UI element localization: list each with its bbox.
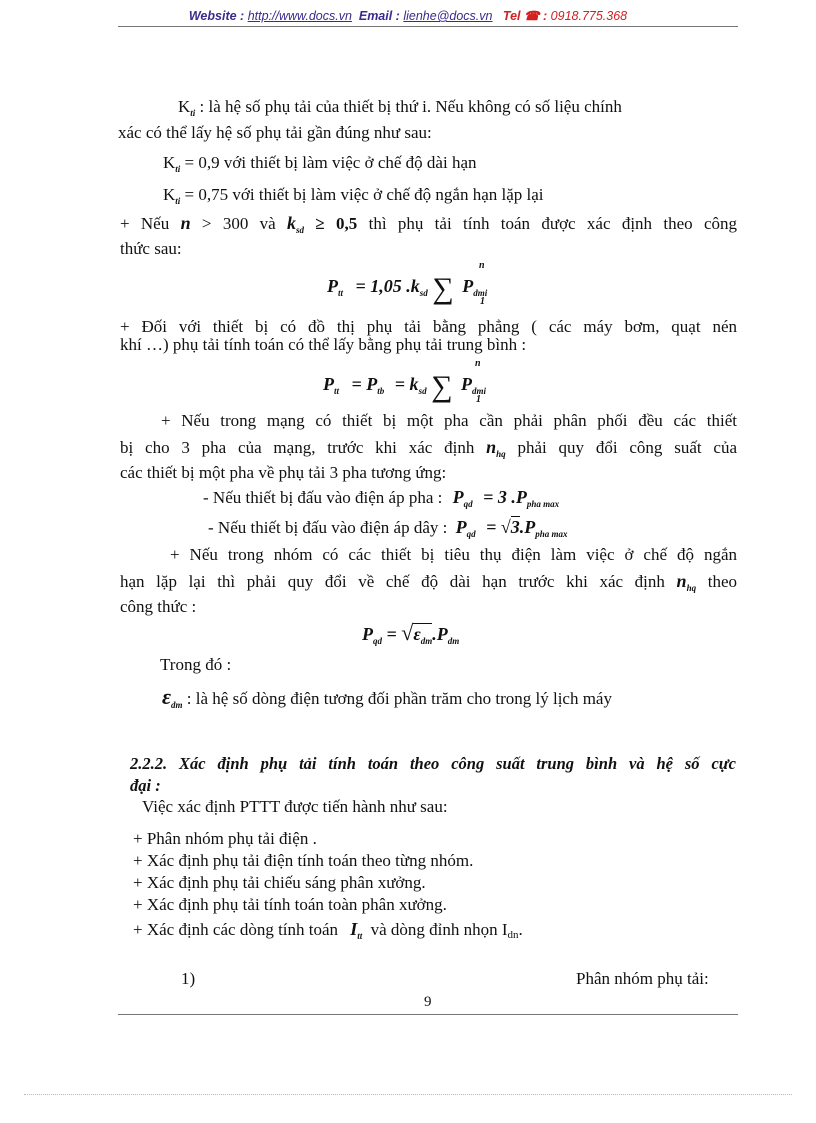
page-bottom-border: [24, 1094, 792, 1095]
footer-rule: [118, 1014, 738, 1015]
eps-definition: $\varepsilon_{dm}$ : là hệ số dòng điện tương đối phần trăm cho trong lý lịch máy: [162, 684, 612, 710]
list-item: + Xác định các dòng tính toán $I_{tt}$ và dòng đỉnh nhọn Idn.: [133, 919, 523, 941]
list-item: + Xác định phụ tải tính toán toàn phân xưởng.: [133, 895, 447, 914]
formula-pqd-eps: $P_{qd} = √\varepsilon_{dm}.P_{dm}$: [362, 620, 460, 646]
section-heading-line2: đại :: [130, 776, 161, 795]
single-phase-line3: các thiết bị một pha về phụ tải 3 pha tương ứng:: [120, 463, 447, 482]
formula-ptt-1: $P_{tt} = 1,05$ $.k_{sd}$ ∑ n 1 $P_{dmi}$: [327, 260, 488, 307]
website-link[interactable]: http://www.docs.vn: [247, 9, 352, 23]
formula-ptt-2: $P_{tt} = P_{tb} = k_{sd}$ ∑ n 1 $P_{dmi}$: [323, 358, 486, 405]
page-header: [0, 8, 816, 23]
formula-pqd-line: $P_{qd} = √3.P_{pha max}$: [455, 517, 568, 539]
list-item: + Xác định phụ tải chiếu sáng phân xưởng.: [133, 873, 426, 892]
intermittent-line2: hạn lặp lại thì phải quy đổi về chế độ dài hạn trước khi xác định $n_{hq}$ theo: [120, 571, 737, 593]
kti-value-2: $K_{ti} = 0,75$ với thiết bị làm việc ở chế độ ngắn hạn lặp lại: [163, 185, 544, 206]
single-phase-line2: bị cho 3 pha của mạng, trước khi xác định $n_{hq}$ phải quy đổi công suất của: [120, 437, 738, 459]
kti-definition-line2: xác có thể lấy hệ số phụ tải gần đúng như sau:: [118, 123, 432, 142]
single-phase-line1: + Nếu trong mạng có thiết bị một pha cần phải phân phối đều các thiết: [161, 411, 737, 430]
sigma-symbol: ∑: [432, 272, 454, 305]
email-link[interactable]: lienhe@docs.vn: [403, 9, 493, 23]
flat-load-line2: khí …) phụ tải tính toán có thể lấy bằng phụ tải trung bình :: [120, 335, 527, 354]
condition-line2: thức sau:: [120, 239, 182, 258]
page-number: 9: [424, 994, 432, 1010]
condition-line: + Nếu n > 300 và $k_{sd} \ge 0,5$ thì phụ tải tính toán được xác định theo công: [120, 213, 738, 235]
sigma-symbol: ∑: [431, 370, 453, 403]
phase-voltage-line: - Nếu thiết bị đấu vào điện áp pha : $P_{qd} = 3$ $.P_{pha max}$: [203, 487, 560, 509]
item-number: 1): [181, 969, 196, 988]
intro-line: Việc xác định PTTT được tiến hành như sau:: [142, 797, 448, 816]
kti-definition-line1: $K_{ti}$ : là hệ số phụ tải của thiết bị thứ i. Nếu không có số liệu chính: [178, 97, 622, 118]
section-heading-2-2-2: 2.2.2. Xác định phụ tải tính toán theo công suất trung bình và hệ số cực: [130, 754, 736, 773]
email-label: Email :: [358, 9, 400, 23]
flat-load-line1: + Đối với thiết bị có đồ thị phụ tải bằng phẳng ( các máy bơm, quạt nén: [120, 317, 737, 336]
kti-value-1: $K_{ti} = 0,9$ với thiết bị làm việc ở chế độ dài hạn: [163, 153, 477, 174]
list-item: + Xác định phụ tải điện tính toán theo từng nhóm.: [133, 851, 474, 870]
item-title: Phân nhóm phụ tải:: [576, 969, 709, 988]
tel-label: Tel ☎ :: [502, 9, 548, 23]
intermittent-line1: + Nếu trong nhóm có các thiết bị tiêu thụ điện làm việc ở chế độ ngắn: [170, 545, 737, 564]
line-voltage-line: - Nếu thiết bị đấu vào điện áp dây : $P_{qd} = √3.P_{pha max}$: [208, 517, 568, 539]
intermittent-line3: công thức :: [120, 597, 197, 616]
tel-number: 0918.775.368: [550, 9, 628, 23]
trong-do-label: Trong đó :: [160, 655, 232, 674]
website-label: Website :: [188, 9, 245, 23]
header-rule: [118, 26, 738, 27]
formula-pqd-phase: $P_{qd} = 3$ $.P_{pha max}$: [452, 487, 560, 509]
list-item: + Phân nhóm phụ tải điện .: [133, 829, 317, 848]
